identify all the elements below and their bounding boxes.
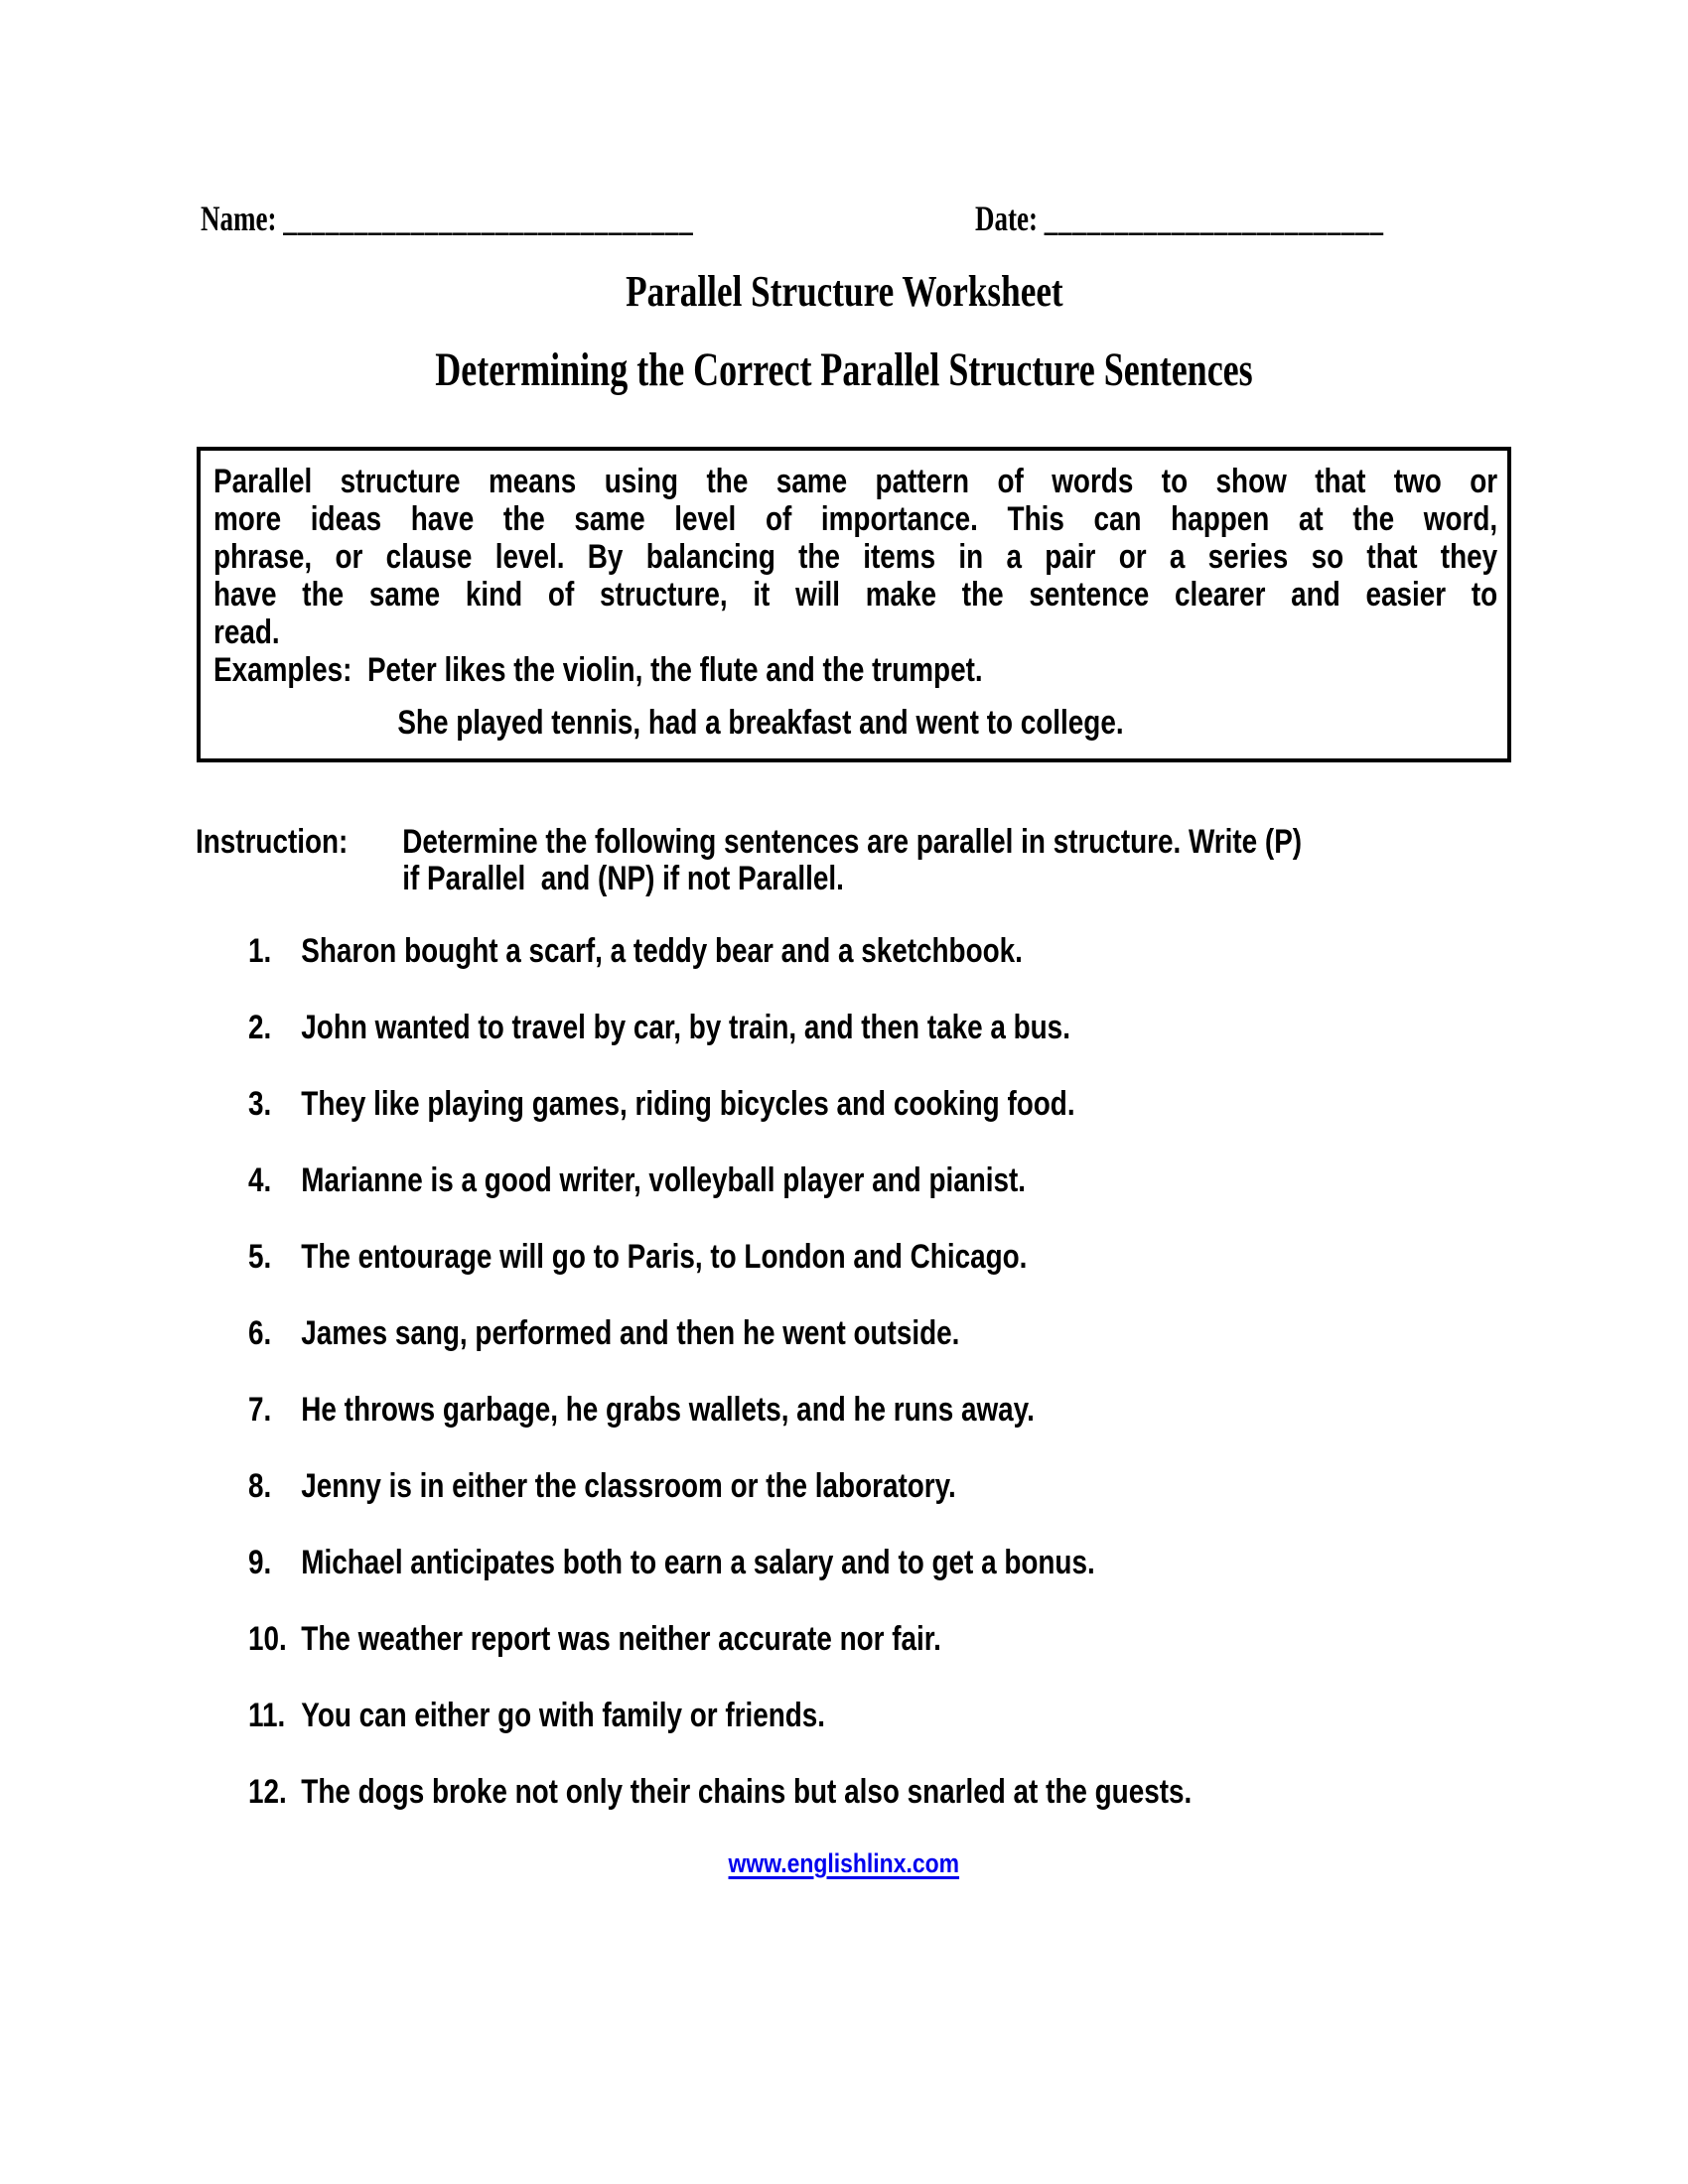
definition-line: have the same kind of structure, it will make the sentence clearer and easier to: [213, 576, 1498, 614]
name-field-row: [201, 199, 858, 238]
examples-line: Examples: Peter likes the violin, the flute and the trumpet.: [213, 651, 983, 689]
question-number: 1.: [248, 932, 272, 970]
instruction-label: Instruction:: [196, 823, 349, 861]
definition-box-text: [213, 463, 1497, 742]
question-row: [248, 1313, 1450, 1353]
subtitle-row: [0, 343, 1688, 396]
englishlinx-link[interactable]: www.englishlinx.com: [728, 1848, 960, 1878]
question-number: 11.: [248, 1697, 286, 1734]
date-field-row: [975, 199, 1520, 238]
date-blank-line: ________________________: [1044, 199, 1384, 238]
question-row: [248, 1466, 1450, 1506]
question-text: The entourage will go to Paris, to London and Chicago.: [301, 1238, 1028, 1276]
question-text: The dogs broke not only their chains but also snarled at the guests.: [301, 1773, 1193, 1811]
question-row: [248, 1390, 1450, 1430]
question-row: [248, 1008, 1450, 1047]
name-blank-line: _____________________________: [283, 199, 694, 238]
question-number: 6.: [248, 1314, 272, 1352]
question-row: [248, 1772, 1450, 1812]
question-number: 12.: [248, 1773, 287, 1811]
question-number: 4.: [248, 1161, 272, 1199]
question-row: [248, 1084, 1450, 1124]
question-row: [248, 1696, 1450, 1735]
question-text: You can either go with family or friends.: [301, 1697, 826, 1734]
footer: [0, 1848, 1688, 1878]
question-text: Michael anticipates both to earn a salary and to get a bonus.: [301, 1544, 1095, 1581]
definition-line: phrase, or clause level. By balancing the items in a pair or a series so that they: [213, 538, 1498, 576]
definition-line: more ideas have the same level of importance. This can happen at the word,: [213, 500, 1498, 538]
question-number: 8.: [248, 1467, 272, 1505]
question-text: Jenny is in either the classroom or the laboratory.: [301, 1467, 956, 1505]
title-row: [0, 267, 1688, 316]
instruction-text: [402, 824, 1494, 897]
date-label: Date:: [975, 199, 1038, 238]
question-text: He throws garbage, he grabs wallets, and he runs away.: [301, 1391, 1035, 1429]
instruction-block: [196, 824, 1688, 897]
name-label: Name:: [201, 199, 277, 238]
question-row: [248, 1237, 1450, 1277]
question-text: Sharon bought a scarf, a teddy bear and a sketchbook.: [301, 932, 1023, 970]
question-row: [248, 931, 1450, 971]
definition-box: [197, 447, 1511, 762]
examples-line-2: She played tennis, had a breakfast and went to college.: [397, 704, 1124, 742]
instruction-line-1: Determine the following sentences are parallel in structure. Write (P): [402, 823, 1303, 861]
definition-line: read.: [213, 614, 280, 651]
question-list: [248, 931, 1450, 1848]
question-number: 10.: [248, 1620, 287, 1658]
question-text: John wanted to travel by car, by train, and then take a bus.: [301, 1009, 1070, 1046]
question-row: [248, 1619, 1450, 1659]
question-text: The weather report was neither accurate nor fair.: [301, 1620, 941, 1658]
instruction-line-2: if Parallel and (NP) if not Parallel.: [402, 860, 844, 897]
page-subtitle: Determining the Correct Parallel Structure Sentences: [435, 343, 1253, 396]
question-text: Marianne is a good writer, volleyball player and pianist.: [301, 1161, 1027, 1199]
question-number: 5.: [248, 1238, 272, 1276]
question-text: James sang, performed and then he went outside.: [301, 1314, 960, 1352]
question-row: [248, 1543, 1450, 1582]
question-number: 3.: [248, 1085, 272, 1123]
definition-line: Parallel structure means using the same pattern of words to show that two or: [213, 463, 1498, 500]
question-number: 7.: [248, 1391, 272, 1429]
question-row: [248, 1160, 1450, 1200]
question-number: 2.: [248, 1009, 272, 1046]
page-title: Parallel Structure Worksheet: [625, 267, 1063, 316]
question-number: 9.: [248, 1544, 272, 1581]
question-text: They like playing games, riding bicycles and cooking food.: [301, 1085, 1075, 1123]
